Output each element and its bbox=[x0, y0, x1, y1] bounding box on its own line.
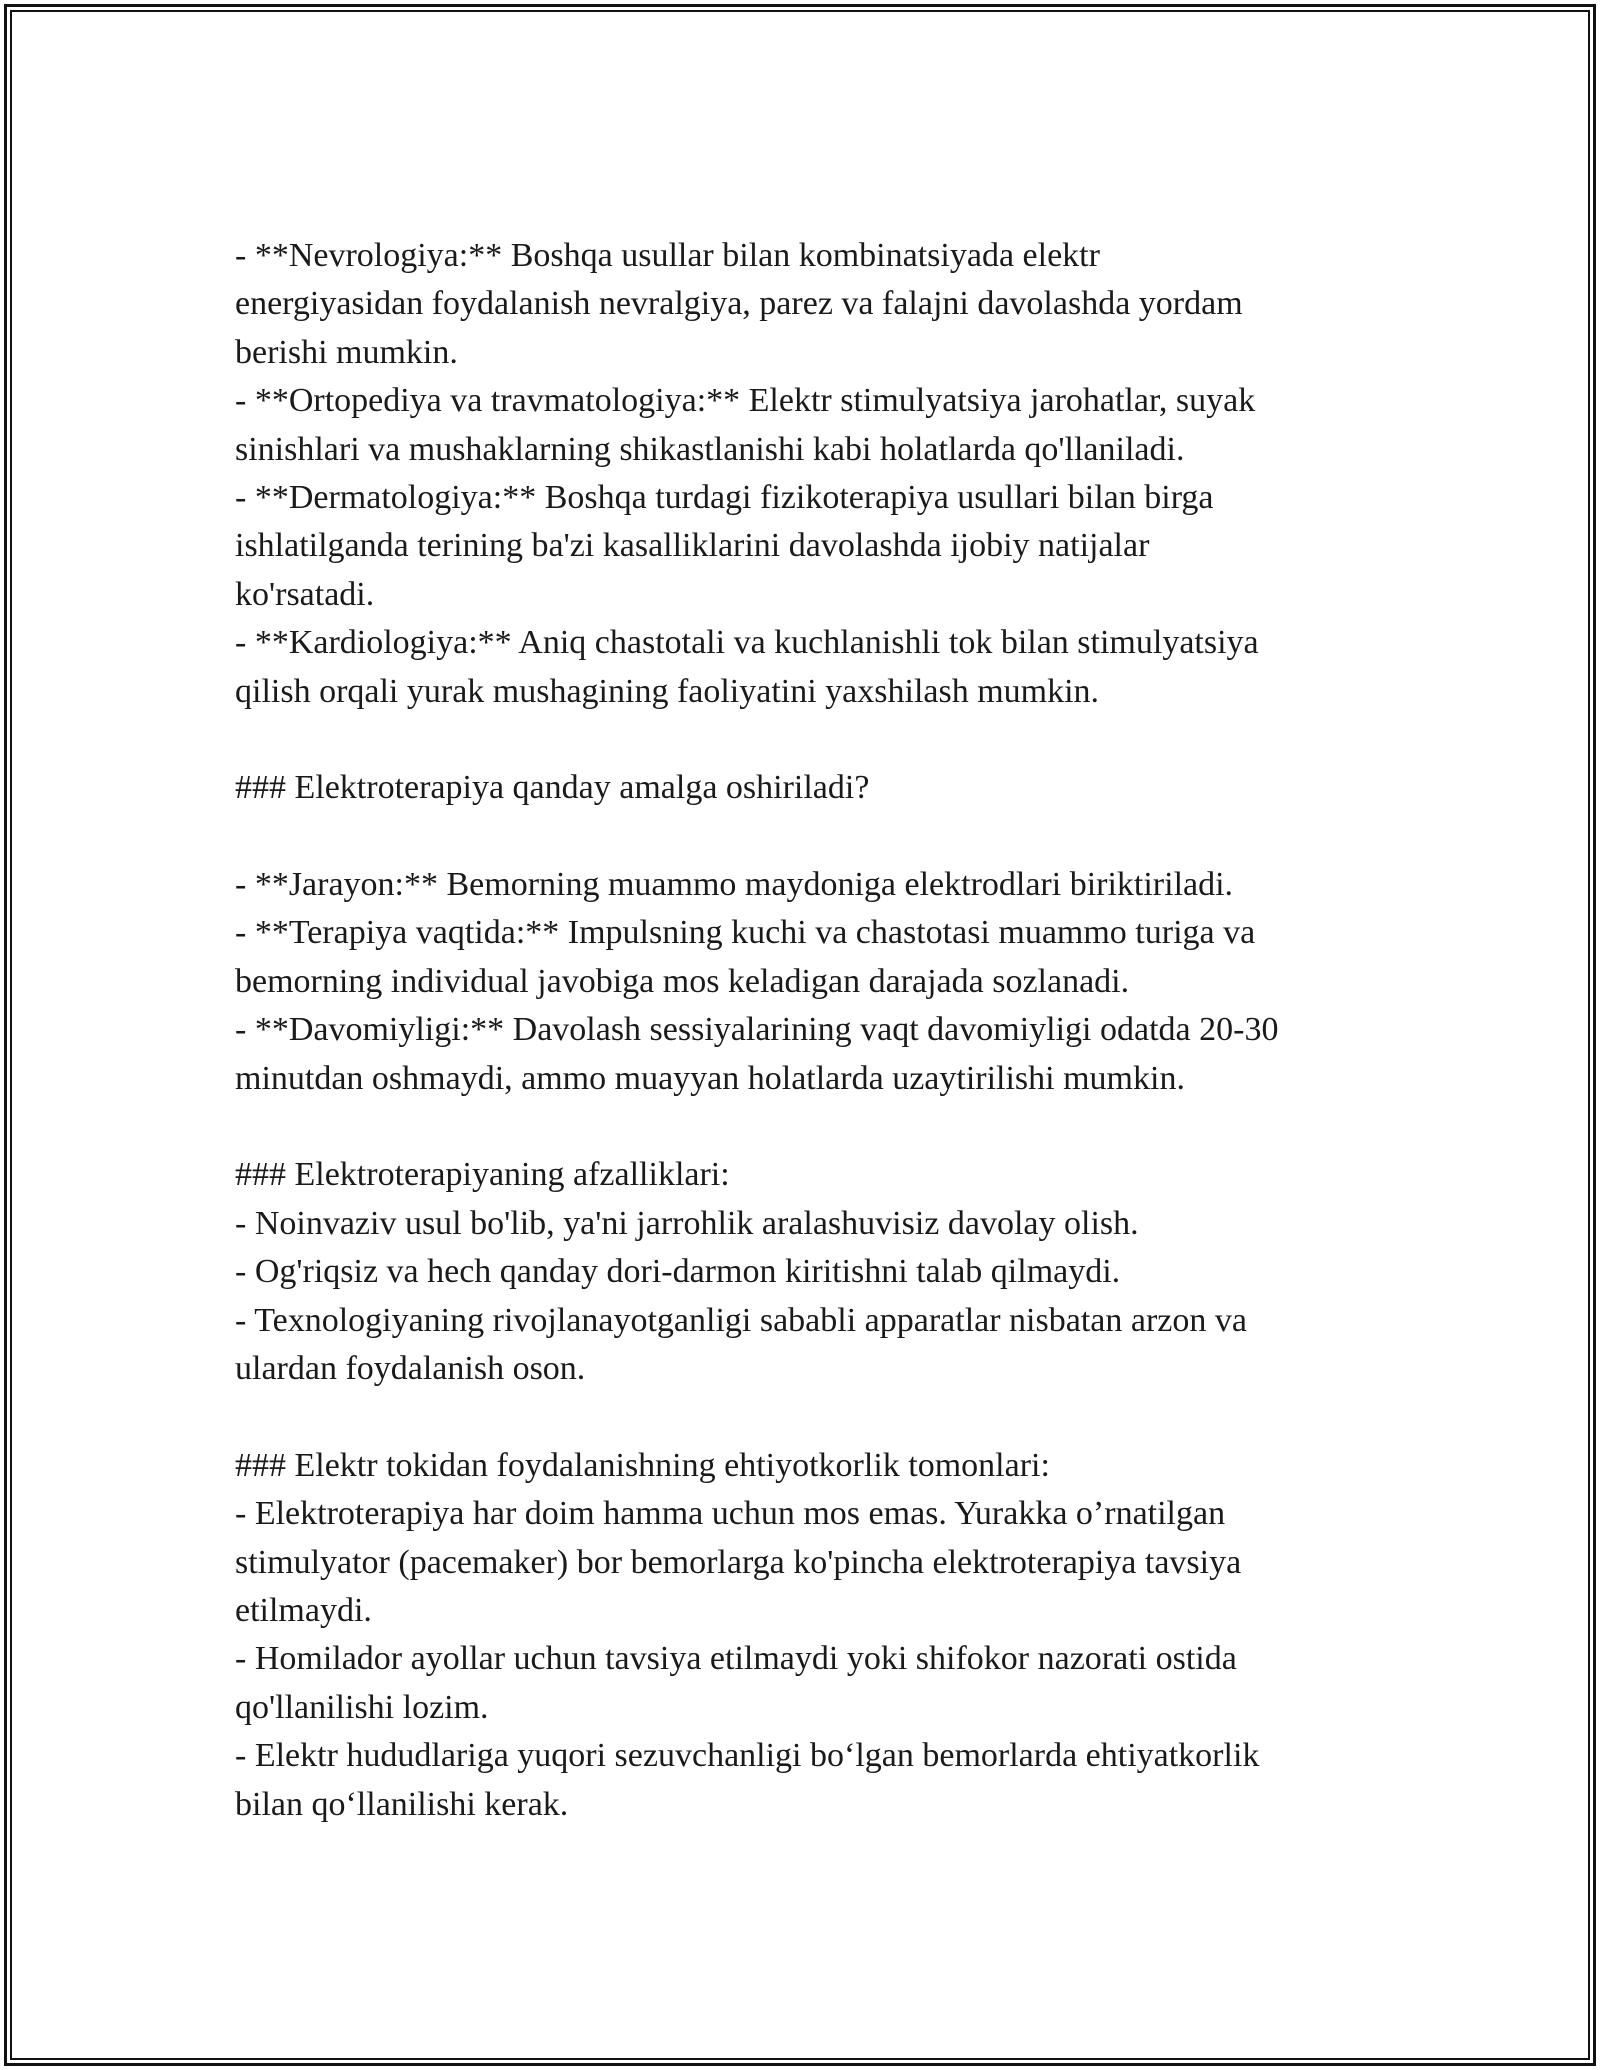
list-item-line: - **Nevrologiya:** Boshqa usullar bilan kombinatsiyada elektr bbox=[235, 237, 1100, 274]
list-item bbox=[235, 474, 1395, 619]
blank-line bbox=[235, 813, 1395, 861]
list-item bbox=[235, 1490, 1395, 1635]
list-item bbox=[235, 861, 1395, 909]
list-item-line: bilan qo‘llanilishi kerak. bbox=[235, 1785, 569, 1823]
list-item bbox=[235, 909, 1395, 1006]
list-item-line: - **Ortopediya va travmatologiya:** Elektr stimulyatsiya jarohatlar, suyak bbox=[235, 382, 1256, 420]
document-body bbox=[235, 232, 1395, 1829]
list-item-line: minutdan oshmaydi, ammo muayyan holatlarda uzaytirilishi mumkin. bbox=[235, 1059, 1185, 1097]
heading-text: ### Elektroterapiya qanday amalga oshiriladi? bbox=[235, 769, 870, 807]
section-heading bbox=[235, 1151, 1395, 1199]
list-item-line: - Og'riqsiz va hech qanday dori-darmon kiritishni talab qilmaydi. bbox=[235, 1253, 1121, 1291]
list-item-line: - **Jarayon:** Bemorning muammo maydoniga elektrodlari biriktiriladi. bbox=[235, 866, 1234, 904]
blank-line bbox=[235, 716, 1395, 764]
list-item bbox=[235, 1297, 1395, 1394]
list-item-line: - Homilador ayollar uchun tavsiya etilmaydi yoki shifokor nazorati ostida bbox=[235, 1640, 1237, 1678]
list-item-line: ishlatilganda terining ba'zi kasalliklarini davolashda ijobiy natijalar bbox=[235, 527, 1150, 565]
list-item-line: - Noinvaziv usul bo'lib, ya'ni jarrohlik aralashuvisiz davolay olish. bbox=[235, 1204, 1139, 1242]
blank-line bbox=[235, 1103, 1395, 1151]
list-item bbox=[235, 1635, 1395, 1732]
list-item bbox=[235, 1200, 1395, 1248]
list-item bbox=[235, 619, 1395, 716]
list-item bbox=[235, 232, 1395, 377]
list-item-line: - **Dermatologiya:** Boshqa turdagi fizikoterapiya usullari bilan birga bbox=[235, 478, 1214, 516]
section-heading bbox=[235, 764, 1395, 812]
list-item-line: ko'rsatadi. bbox=[235, 575, 375, 613]
list-item-line: sinishlari va mushaklarning shikastlanishi kabi holatlarda qo'llaniladi. bbox=[235, 430, 1185, 468]
list-item bbox=[235, 377, 1395, 474]
list-item-line: bemorning individual javobiga mos keladigan darajada sozlanadi. bbox=[235, 962, 1130, 1000]
heading-text: ### Elektr tokidan foydalanishning ehtiyotkorlik tomonlari: bbox=[235, 1446, 1050, 1484]
list-item-line: stimulyator (pacemaker) bor bemorlarga ko'pincha elektroterapiya tavsiya bbox=[235, 1543, 1242, 1581]
blank-line bbox=[235, 1393, 1395, 1441]
list-item-line: berishi mumkin. bbox=[235, 333, 458, 371]
list-item-line: - **Terapiya vaqtida:** Impulsning kuchi va chastotasi muammo turiga va bbox=[235, 914, 1256, 952]
list-item-line: - Elektr hududlariga yuqori sezuvchanligi bo‘lgan bemorlarda ehtiyatkorlik bbox=[235, 1737, 1260, 1775]
section-heading bbox=[235, 1442, 1395, 1490]
list-item-line: ulardan foydalanish oson. bbox=[235, 1349, 586, 1387]
list-item-line: - Elektroterapiya har doim hamma uchun mos emas. Yurakka o’rnatilgan bbox=[235, 1495, 1226, 1533]
list-item-line: etilmaydi. bbox=[235, 1591, 372, 1629]
list-item-line: qilish orqali yurak mushagining faoliyatini yaxshilash mumkin. bbox=[235, 672, 1100, 710]
list-item-line: qo'llanilishi lozim. bbox=[235, 1688, 489, 1726]
list-item bbox=[235, 1248, 1395, 1296]
list-item-line: - **Kardiologiya:** Aniq chastotali va kuchlanishli tok bilan stimulyatsiya bbox=[235, 624, 1259, 662]
list-item-line: - **Davomiyligi:** Davolash sessiyalarining vaqt davomiyligi odatda 20-30 bbox=[235, 1011, 1279, 1049]
list-item bbox=[235, 1732, 1395, 1829]
heading-text: ### Elektroterapiyaning afzalliklari: bbox=[235, 1156, 730, 1194]
list-item-line: - Texnologiyaning rivojlanayotganligi sababli apparatlar nisbatan arzon va bbox=[235, 1301, 1247, 1339]
list-item bbox=[235, 1006, 1395, 1103]
list-item-line: energiyasidan foydalanish nevralgiya, parez va falajni davolashda yordam bbox=[235, 285, 1243, 323]
